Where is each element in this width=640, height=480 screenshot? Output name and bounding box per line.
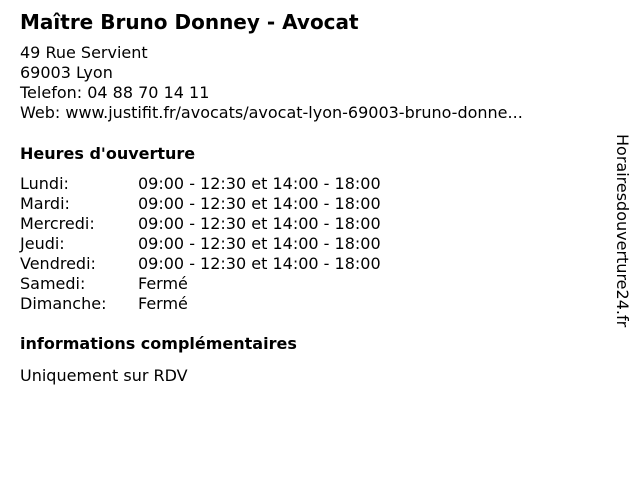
- hours-time: 09:00 - 12:30 et 14:00 - 18:00: [138, 174, 381, 193]
- street-address: 49 Rue Servient: [20, 43, 148, 62]
- hours-time: 09:00 - 12:30 et 14:00 - 18:00: [138, 254, 381, 273]
- hours-day: Mercredi:: [20, 214, 95, 233]
- additional-info-text: Uniquement sur RDV: [20, 366, 188, 385]
- city-address: 69003 Lyon: [20, 63, 113, 82]
- website-link[interactable]: Web: www.justifit.fr/avocats/avocat-lyon-69003-bruno-donne...: [20, 103, 523, 122]
- business-title: Maître Bruno Donney - Avocat: [20, 10, 359, 34]
- hours-day: Vendredi:: [20, 254, 96, 273]
- hours-time: 09:00 - 12:30 et 14:00 - 18:00: [138, 194, 381, 213]
- address-block: [20, 43, 523, 123]
- hours-time: Fermé: [138, 274, 188, 293]
- hours-time: 09:00 - 12:30 et 14:00 - 18:00: [138, 214, 381, 233]
- hours-day: Jeudi:: [20, 234, 65, 253]
- hours-time: Fermé: [138, 294, 188, 313]
- hours-day: Mardi:: [20, 194, 70, 213]
- hours-day: Samedi:: [20, 274, 86, 293]
- hours-day: Dimanche:: [20, 294, 107, 313]
- hours-day: Lundi:: [20, 174, 69, 193]
- site-watermark: Horairesdouverture24.fr: [613, 134, 632, 328]
- opening-hours-heading: Heures d'ouverture: [20, 144, 196, 163]
- additional-info-heading: informations complémentaires: [20, 334, 297, 353]
- phone-number[interactable]: Telefon: 04 88 70 14 11: [20, 83, 210, 102]
- hours-time: 09:00 - 12:30 et 14:00 - 18:00: [138, 234, 381, 253]
